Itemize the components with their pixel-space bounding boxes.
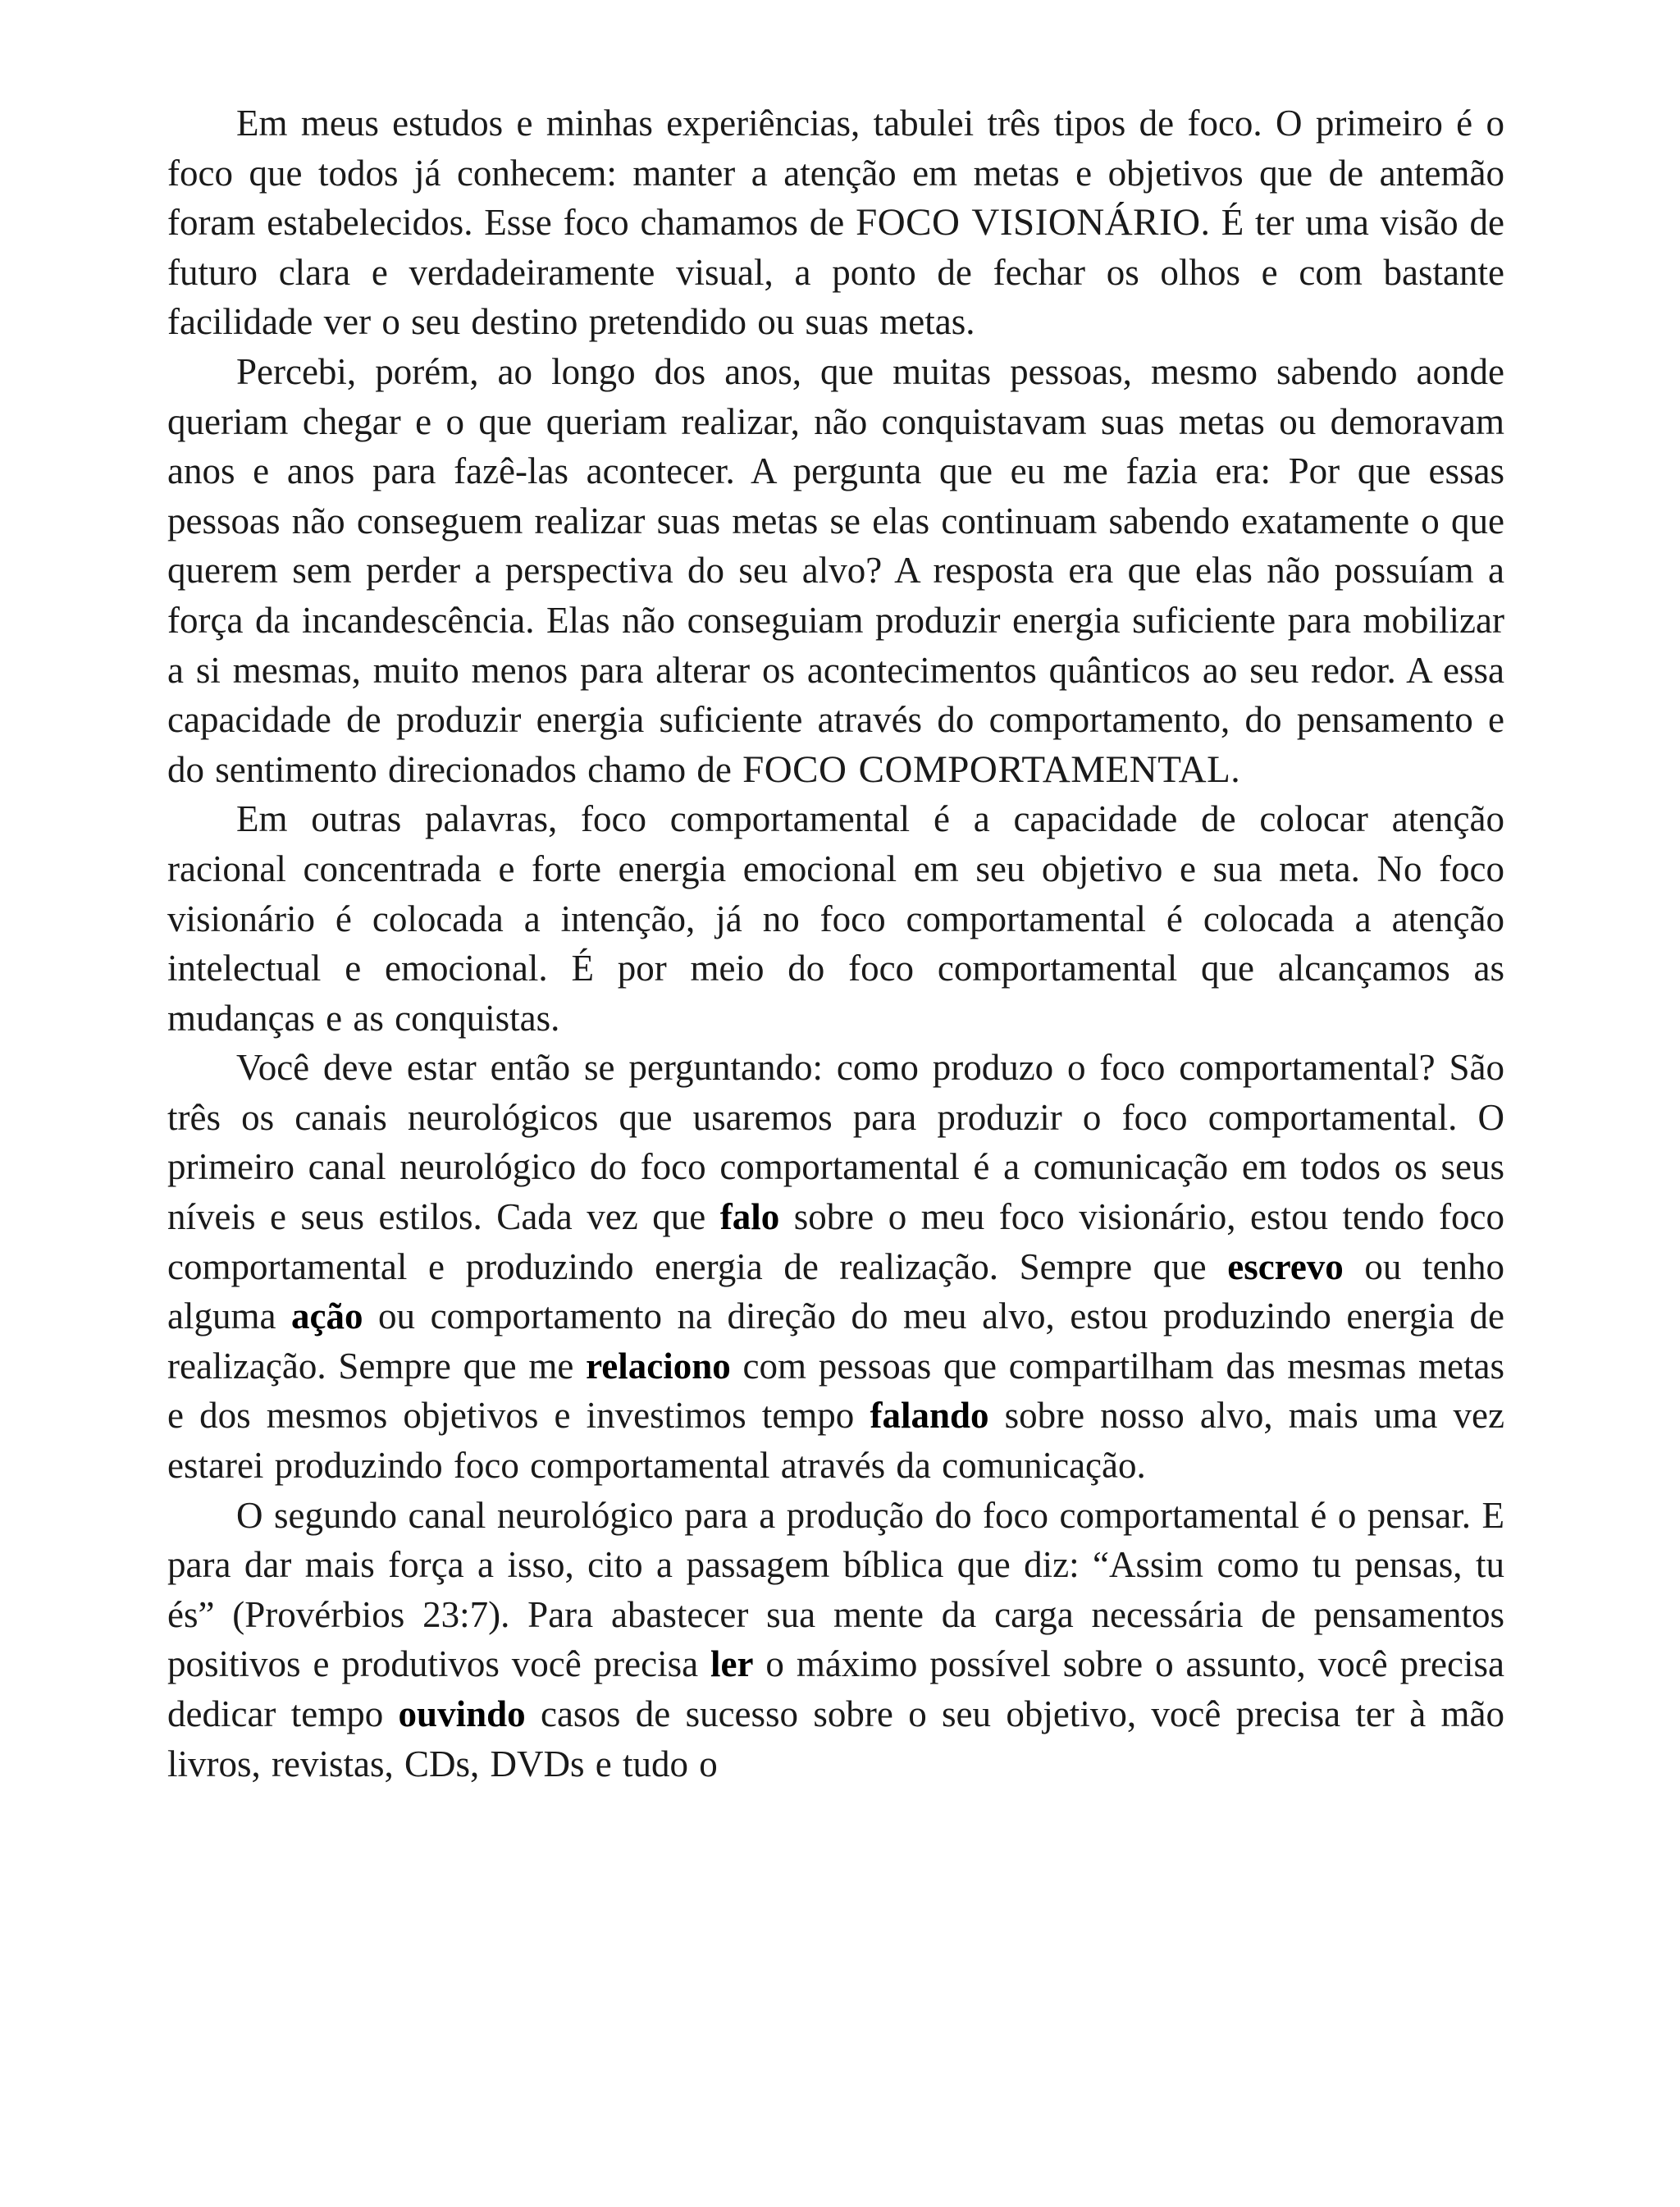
text-segment: Em outras palavras, foco comportamental é a capacidade de colocar atenção racional concentrada e forte energia emocional em seu objetivo e sua meta. No foco visionário é colocada a intenção, já no foco comportamental é colocada a atenção intelectual e emocional. É por meio do foco comportamental que alcançamos as mudanças e as conquistas.	[167, 798, 1504, 1039]
text-segment: sobre nosso alvo, mais uma vez estarei produzindo foco comportamental através da comunicação.	[167, 1395, 1504, 1487]
bold-word-ler: ler	[710, 1643, 754, 1685]
body-text	[167, 98, 1504, 1789]
bold-word-falando: falando	[870, 1395, 989, 1437]
text-segment: casos de sucesso sobre o seu objetivo, você precisa ter à mão livros, revistas, CDs, DVDs e tudo o	[167, 1693, 1504, 1784]
bold-word-escrevo: escrevo	[1227, 1245, 1344, 1287]
bold-word-ouvindo: ouvindo	[398, 1693, 526, 1734]
text-segment: o máximo possível sobre o assunto, você precisa dedicar tempo	[167, 1643, 1504, 1734]
term-foco-comportamental: FOCO COMPORTAMENTAL	[742, 747, 1231, 791]
text-segment: . É ter uma visão de futuro clara e verdadeiramente visual, a ponto de fechar os olhos e com bastante facilidade ver o seu destino pretendido ou suas metas.	[167, 202, 1504, 343]
text-segment: ou tenho alguma	[167, 1245, 1504, 1337]
text-segment: com pessoas que compartilham das mesmas metas e dos mesmos objetivos e investimos tempo	[167, 1345, 1504, 1437]
paragraph-2	[167, 347, 1504, 794]
bold-word-acao: ação	[291, 1295, 363, 1337]
text-segment: Em meus estudos e minhas experiências, tabulei três tipos de foco. O primeiro é o foco que todos já conhecem: manter a atenção em metas e objetivos que de antemão foram estabelecidos. Esse foco chamamos de	[167, 103, 1504, 244]
text-segment: Você deve estar então se perguntando: como produzo o foco comportamental? São três os canais neurológicos que usaremos para produzir o foco comportamental. O primeiro canal neurológico do foco comportamental é a comunicação em todos os seus níveis e seus estilos. Cada vez que	[167, 1047, 1504, 1238]
bold-word-relaciono: relaciono	[586, 1345, 731, 1387]
text-segment: ou comportamento na direção do meu alvo, estou produzindo energia de realização. Sempre que me	[167, 1295, 1504, 1387]
paragraph-5	[167, 1491, 1504, 1789]
term-foco-visionario: FOCO VISIONÁRIO	[856, 201, 1201, 244]
bold-word-falo: falo	[719, 1196, 780, 1238]
paragraph-3	[167, 794, 1504, 1043]
text-segment: Percebi, porém, ao longo dos anos, que muitas pessoas, mesmo sabendo aonde queriam chegar e o que queriam realizar, não conquistavam suas metas ou demoravam anos e anos para fazê-las acontecer. A pergunta que eu me fazia era: Por que essas pessoas não conseguem realizar suas metas se elas continuam sabendo exatamente o que querem sem perder a perspectiva do seu alvo? A resposta era que elas não possuíam a força da incandescência. Elas não conseguiam produzir energia suficiente para mobilizar a si mesmas, muito menos para alterar os acontecimentos quânticos ao seu redor. A essa capacidade de produzir energia suficiente através do comportamento, do pensamento e do sentimento direcionados chamo de	[167, 350, 1504, 790]
paragraph-4	[167, 1043, 1504, 1490]
text-segment: .	[1230, 748, 1240, 790]
paragraph-1	[167, 98, 1504, 347]
text-segment: O segundo canal neurológico para a produção do foco comportamental é o pensar. E para dar mais força a isso, cito a passagem bíblica que diz: “Assim como tu pensas, tu és” (Provérbios 23:7). Para abastecer sua mente da carga necessária de pensamentos positivos e produtivos você precisa	[167, 1494, 1504, 1685]
text-segment: sobre o meu foco visionário, estou tendo foco comportamental e produzindo energia de realização. Sempre que	[167, 1196, 1504, 1287]
